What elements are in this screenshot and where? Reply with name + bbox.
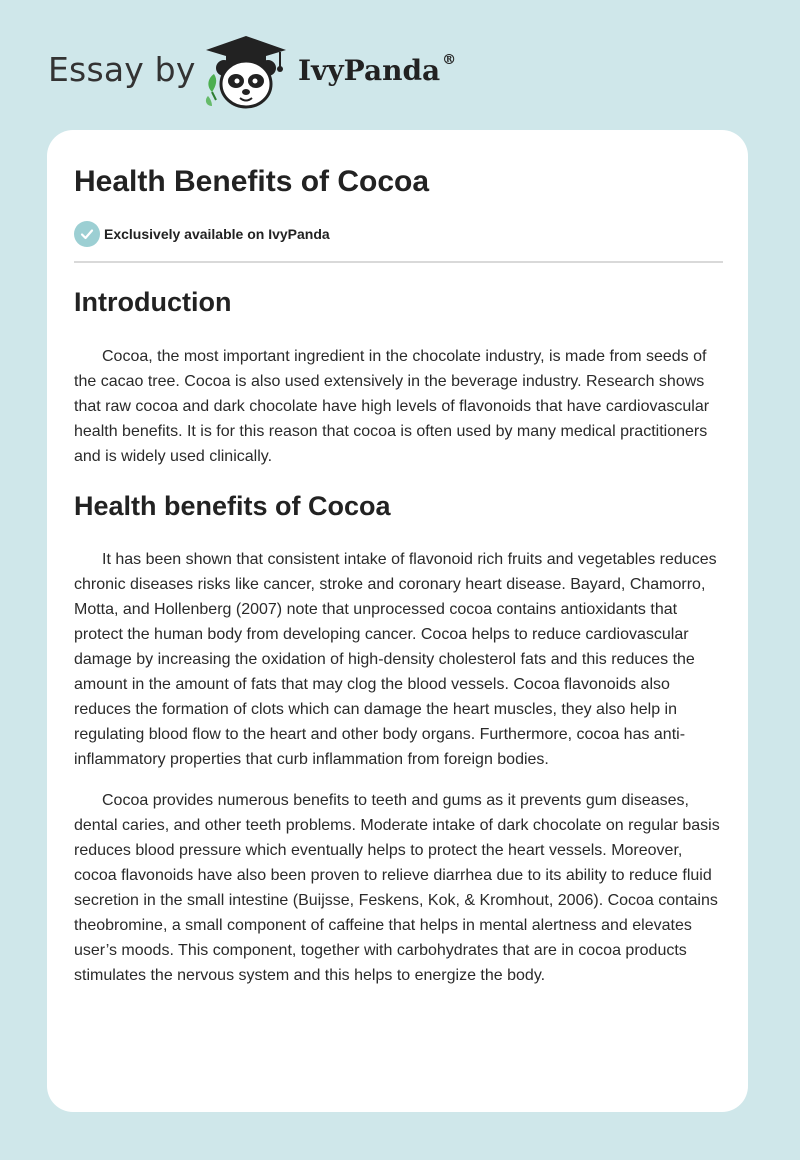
paragraph: Cocoa provides numerous benefits to teeth and gums as it prevents gum diseases, dental caries, and other teeth problems. Moderate intake of dark chocolate on regular basis reduces blood pressure which eventually helps to protect the heart vessels. Moreover, cocoa flavonoids have also been proven to relieve diarrhea due to its ability to reduce fluid secretion in the small intestine (Buijsse, Feskens, Kok, & Kromhout, 2006). Cocoa contains theobromine, a small component of caffeine that helps in mental alertness and elevates user’s moods. This component, together with carbohydrates that are in cocoa products stimulates the nervous system and this helps to energize the body. [74,792,720,984]
site-header [0,0,800,130]
divider [74,261,723,263]
ivypanda-logo-icon[interactable] [200,34,292,112]
check-icon [74,221,100,247]
paragraph: Cocoa, the most important ingredient in the chocolate industry, is made from seeds of the cacao tree. Cocoa is also used extensively in the beverage industry. Research shows that raw cocoa and dark chocolate have high levels of flavonoids that have cardiovascular health benefits. It is for this reason that cocoa is often used by many medical practitioners and is widely used clinically. [74,348,710,465]
exclusive-badge-label: Exclusively available on IvyPanda [104,226,330,242]
exclusive-badge [74,221,330,247]
page-title: Health Benefits of Cocoa [74,165,430,198]
brand-name-text: IvyPanda [298,54,441,87]
section-heading-introduction: Introduction [74,287,232,317]
essay-content [74,280,723,988]
section-heading-health-benefits: Health benefits of Cocoa [74,491,391,521]
essay-card [47,130,748,1112]
paragraph: It has been shown that consistent intake of flavonoid rich fruits and vegetables reduces chronic diseases risks like cancer, stroke and coronary heart disease. Bayard, Chamorro, Motta, and Hollenberg (2007) note that unprocessed cocoa contains antioxidants that protect the human body from developing cancer. Cocoa helps to reduce cardiovascular damage by increasing the oxidation of high-density cholesterol fats and this reduces the amount in the amount of fats that may clog the blood vessels. Cocoa flavonoids also reduces the formation of clots which can damage the heart muscles, they also help in regulating blood flow to the heart and other body organs. Furthermore, cocoa has anti-inflammatory properties that curb inflammation from foreign bodies. [74,551,717,768]
ivypanda-brand[interactable] [298,52,457,87]
essay-by-label: Essay by [48,50,196,89]
registered-mark: ® [442,52,457,68]
